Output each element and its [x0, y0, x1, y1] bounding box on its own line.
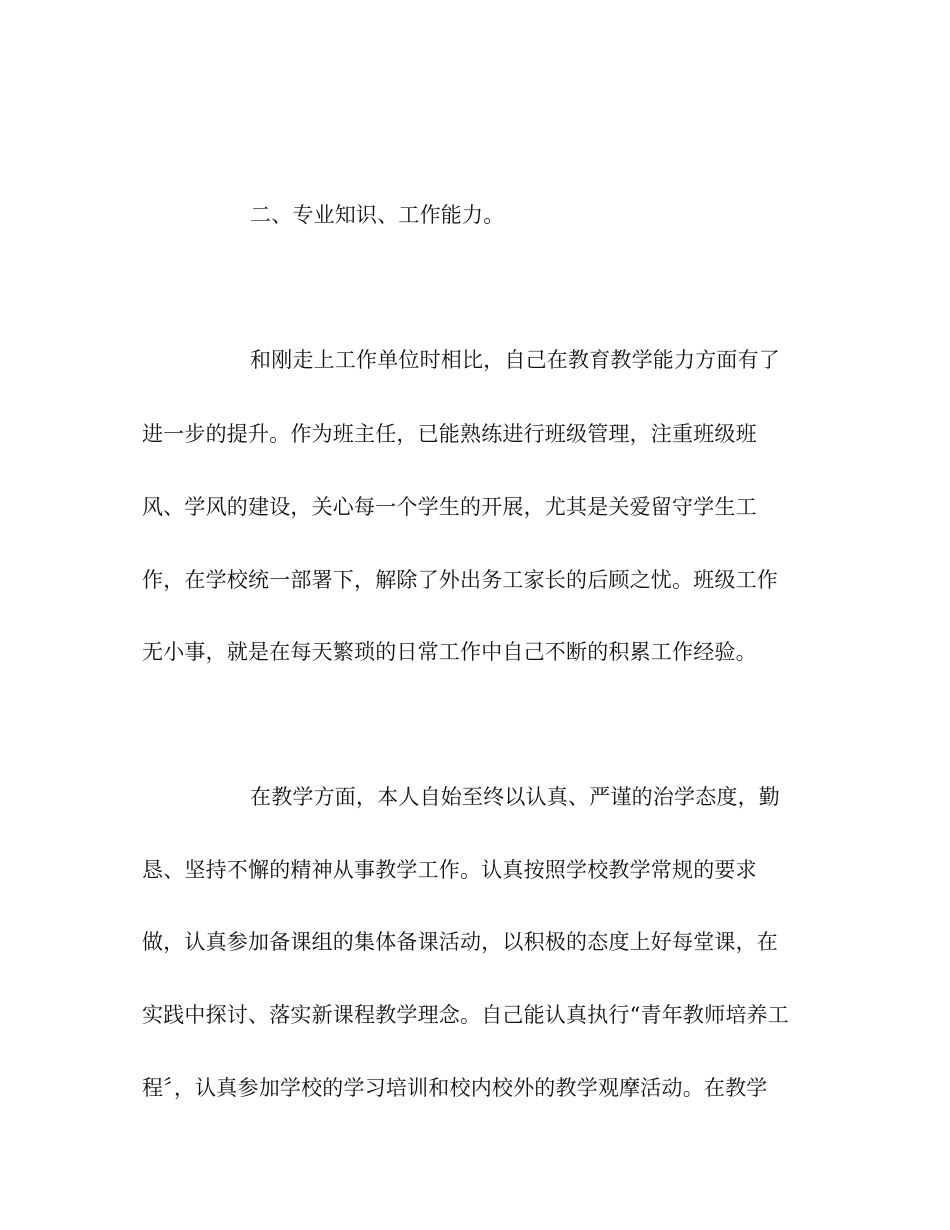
paragraph-1-line-4: 作，在学校统一部署下，解除了外出务工家长的后顾之忧。班级工作: [142, 568, 778, 592]
section-heading: 二、专业知识、工作能力。: [250, 203, 505, 227]
paragraph-2-line-3: 做，认真参加备课组的集体备课活动，以积极的态度上好每堂课，在: [142, 930, 778, 954]
paragraph-2-line-2: 恳、坚持不懈的精神从事教学工作。认真按照学校教学常规的要求: [142, 858, 757, 882]
paragraph-1-line-3: 风、学风的建设，关心每一个学生的开展，尤其是关爱留守学生工: [142, 495, 757, 519]
paragraph-1-line-2: 进一步的提升。作为班主任，已能熟练进行班级管理，注重班级班: [142, 422, 757, 446]
paragraph-1-line-5: 无小事，就是在每天繁琐的日常工作中自己不断的积累工作经验。: [142, 640, 757, 664]
paragraph-2-line-5: 程〞，认真参加学校的学习培训和校内校外的教学观摩活动。在教学: [142, 1076, 768, 1100]
paragraph-2-line-1: 在教学方面，本人自始至终以认真、严谨的治学态度，勤: [250, 785, 780, 809]
paragraph-1-line-1: 和刚走上工作单位时相比，自己在教育教学能力方面有了: [250, 348, 780, 372]
paragraph-2-line-4: 实践中探讨、落实新课程教学理念。自己能认真执行“青年教师培养工: [142, 1003, 789, 1027]
